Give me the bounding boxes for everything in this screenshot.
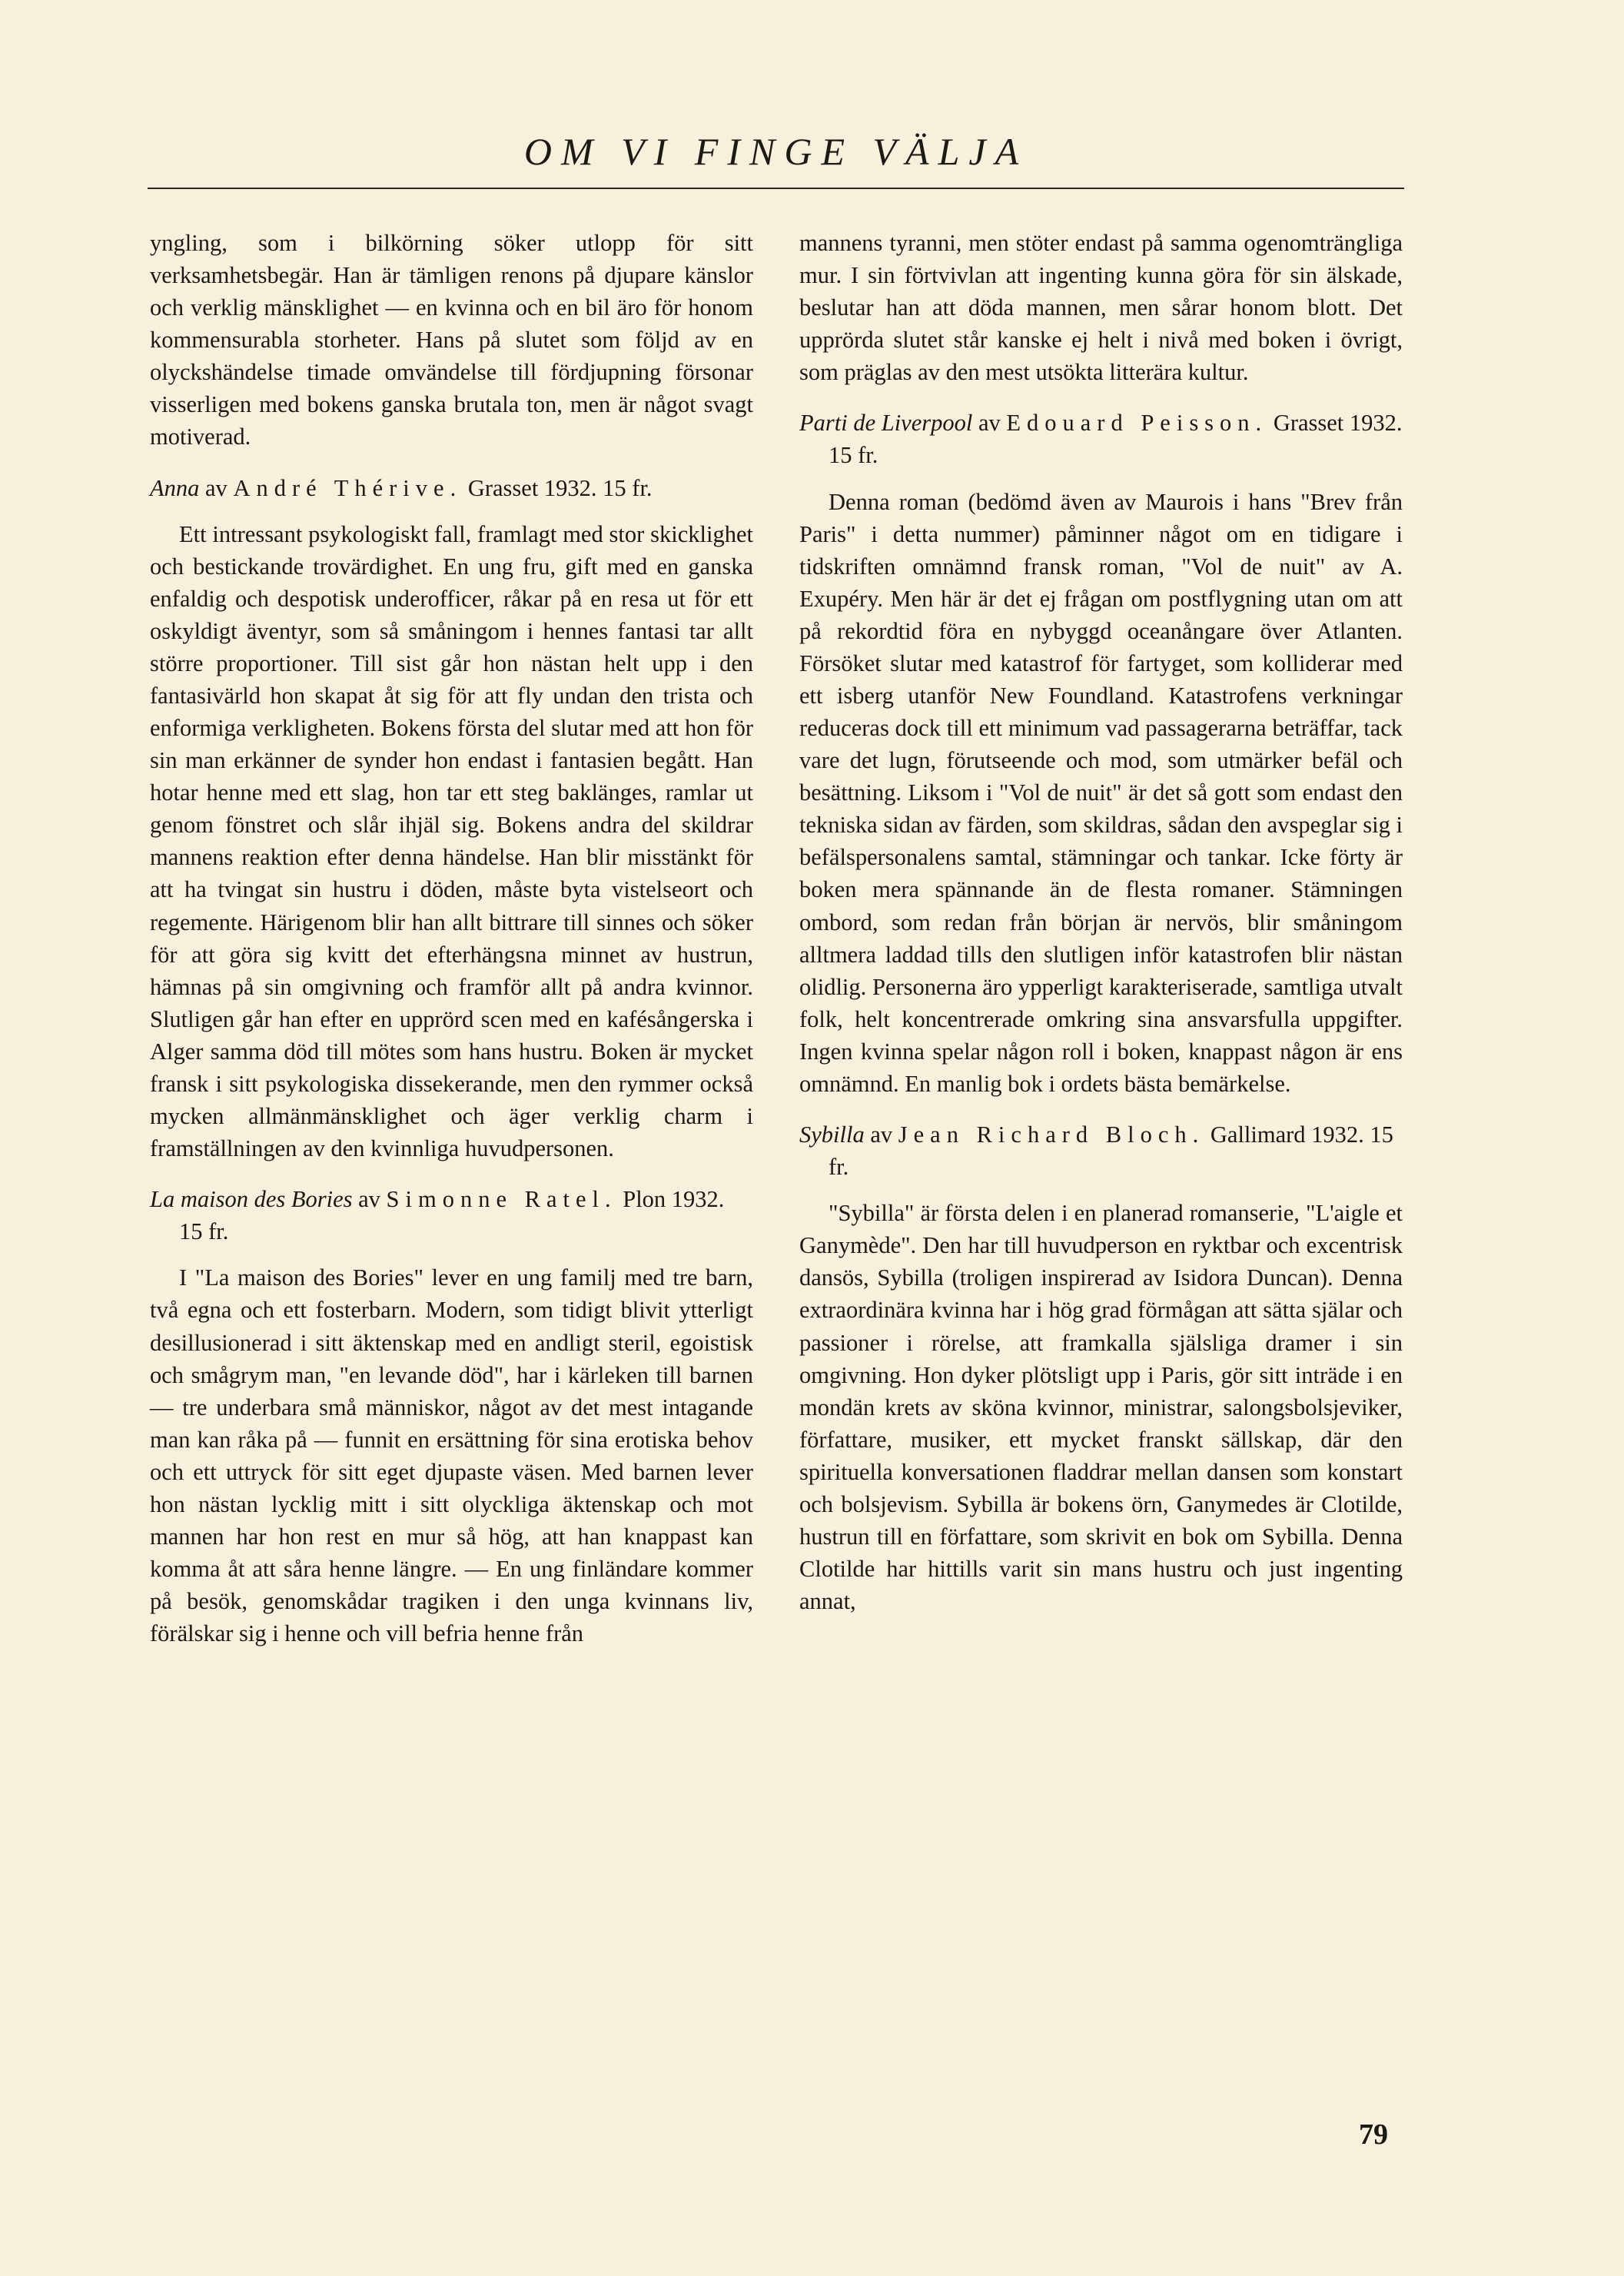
by-word: av: [358, 1186, 380, 1213]
review-heading-anna: [150, 472, 753, 504]
publisher-info: Gallimard 1932. 15 fr.: [829, 1121, 1393, 1181]
publisher-info: Plon 1932. 15 fr.: [179, 1186, 725, 1245]
by-word: av: [978, 410, 1001, 437]
review-text-sybilla: "Sybilla" är första delen i en planerad romanserie, "L'aigle et Ganymède". Den har till huvudperson en ryktbar och excentrisk dansös, Sybilla (troligen inspirerad av Isidora Duncan). Denna extraordinära kvinna har i hög grad förmågan att sätta själar och passioner i rörelse, att framkalla själsliga dramer i sin omgivning. Hon dyker plötsligt upp i Paris, gör sitt inträde i en mondän krets av sköna kvinnor, ministrar, salongsbolsjeviker, författare, musiker, ett mycket franskt sällskap, där den spirituella konversationen fladdrar mellan dansen som konstart och bolsjevism. Sybilla är bokens örn, Ganymedes är Clotilde, hustrun till en författare, som skrivit en bok om Sybilla. Denna Clotilde har hittills varit sin mans hustru och just ingenting annat,: [799, 1200, 1403, 1615]
review-heading-sybilla: [799, 1118, 1403, 1183]
book-title: Sybilla: [799, 1121, 865, 1148]
by-word: av: [205, 474, 227, 501]
book-title: La maison des Bories: [150, 1186, 353, 1213]
continued-paragraph: yngling, som i bilkörning söker utlopp för sitt verksamhetsbegär. Han är tämligen renons på djupare känslor och verklig mänsklighet — en kvinna och en bil äro för honom kommensurabla storheter. Hans på slutet som följd av en olyckshändelse timade omvändelse till fördjupning försonar visserligen med bokens ganska brutala ton, men är något svagt motiverad.: [150, 230, 753, 450]
book-title: Parti de Liverpool: [799, 410, 973, 437]
review-text-anna: Ett intressant psykologiskt fall, framlagt med stor skicklighet och bestickande trovärdighet. En ung fru, gift med en ganska enfaldig och despotisk underofficer, råkar på en resa ut för ett oskyldigt äventyr, som så småningom i hennes fantasi tar allt större proportioner. Till sist går hon nästan helt upp i den fantasivärld hon skapat åt sig för att fly undan den trista och enformiga verkligheten. Bokens första del slutar med att hon för sin man erkänner de synder hon endast i fantasien begått. Han hotar henne med ett slag, hon tar ett steg baklänges, ramlar ut genom fönstret och slår ihjäl sig. Bokens andra del skildrar mannens reaktion efter denna händelse. Han blir misstänkt för att ha tvingat sin hustru i döden, måste byta vistelseort och regemente. Härigenom blir han allt bittrare till sinnes och söker för att göra sig kvitt det efterhängsna minnet av hustrun, hämnas på sin omgivning och framför allt på andra kvinnor. Slutligen går han efter en upprörd scen med en kafésångerska i Alger samma död till mötes som hans hustru. Boken är mycket fransk i sitt psykologiska dissekerande, men den rymmer också mycken allmänmänsklighet och äger verklig charm i framställningen av den kvinnliga huvudpersonen.: [150, 520, 753, 1162]
running-head: OM VI FINGE VÄLJA: [523, 130, 1028, 173]
author-name: André Thérive.: [233, 474, 463, 501]
left-column: [150, 227, 753, 1650]
review-heading-bories: [150, 1183, 753, 1248]
header-rule: [148, 188, 1404, 189]
continued-paragraph: mannens tyranni, men stöter endast på samma ogenomträngliga mur. I sin förtvivlan att ingenting kunna göra för sin älskade, beslutar han att döda mannen, men sårar honom blott. Det upprörda slutet står kanske ej helt i nivå med boken i övrigt, som präglas av den mest utsökta litterära kultur.: [799, 230, 1403, 386]
author-name: Jean Richard Bloch.: [898, 1121, 1205, 1148]
by-word: av: [870, 1121, 893, 1148]
page-number: 79: [1359, 2118, 1388, 2151]
review-heading-liverpool: [799, 407, 1403, 471]
review-text-bories: I "La maison des Bories" lever en ung familj med tre barn, två egna och ett fosterbarn. Modern, som tidigt blivit ytterligt desillusionerad i sitt äktenskap med en andligt steril, egoistisk och smågrym man, "en levande död", har i kärleken till barnen — tre underbara små människor, något av det mest intagande man kan råka på — funnit en ersättning för sina erotiska behov och ett uttryck för sitt eget djupaste väsen. Med barnen lever hon nästan lycklig mitt i sitt olyckliga äktenskap och mot mannen har hon rest en mur så hög, att han knappast kan komma åt att såra henne längre. — En ung finländare kommer på besök, genomskådar tragiken i den unga kvinnans liv, förälskar sig i henne och vill befria henne från: [150, 1264, 753, 1647]
author-name: Simonne Ratel.: [386, 1186, 617, 1213]
book-title: Anna: [150, 474, 200, 501]
publisher-info: Grasset 1932. 15 fr.: [829, 410, 1403, 469]
publisher-info: Grasset 1932. 15 fr.: [467, 474, 653, 501]
author-name: Edouard Peisson.: [1006, 410, 1268, 437]
review-text-liverpool: Denna roman (bedömd även av Maurois i hans "Brev från Paris" i detta nummer) påminner något om en tidigare i tidskriften omnämnd fransk roman, "Vol de nuit" av A. Exupéry. Men här är det ej frågan om postflygning utan om att på rekordtid föra en nybyggd oceanångare över Atlanten. Försöket slutar med katastrof för fartyget, som kolliderar med ett isberg utanför New Foundland. Katastrofens verkningar reduceras dock till ett minimum vad passagerarna beträffar, tack vare det lugn, förutseende och mod, som utmärker befäl och besättning. Liksom i "Vol de nuit" är det så gott som endast den tekniska sidan av färden, som skildras, sådan den avspeglar sig i befälspersonalens samtal, stämningar och tankar. Icke förty är boken mera spännande än de flesta romaner. Stämningen ombord, som redan från början är nervös, blir småningom alltmera laddad tills den slutligen inför katastrofen blir nästan olidlig. Personerna äro ypperligt karakteriserade, samtliga utvalt folk, helt koncentrerade omkring sina ansvarsfulla uppgifter. Ingen kvinna spelar någon roll i boken, knappast någon är ens omnämnd. En manlig bok i ordets bästa bemärkelse.: [799, 488, 1403, 1097]
right-column: [799, 227, 1403, 1617]
